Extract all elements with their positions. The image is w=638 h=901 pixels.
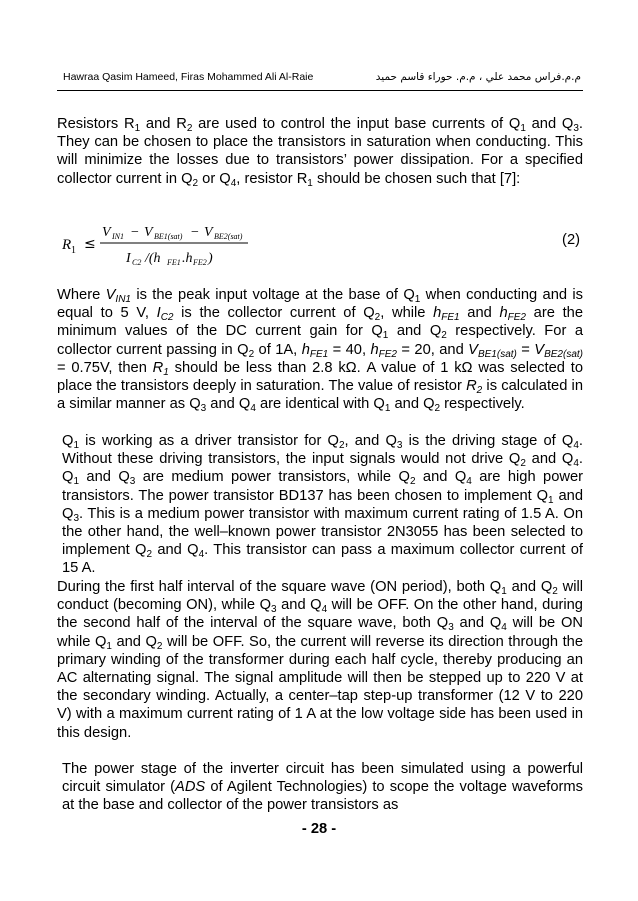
paragraph-1: Resistors $R_1$ and $R_2$ are used to control the input base currents of $Q_1$ and $Q_3$. They can be chosen to place the transistors in saturation when conducting. This will minimize the losses due to transistors’ power dissipation. For a specified collector current in $Q_2$ or $Q_4$, resistor $R_1$ should be chosen such that [7]: [57,116,583,189]
paragraph-5: The power stage of the inverter circuit has been simulated using a powerful circuit simulator (ADS of Agilent Technologies) to scope the voltage waveforms at the base and collector of the power transistors as [62,761,583,814]
page-number: - 28 - [301,821,337,837]
eq-lhs: R [62,237,72,253]
eq-den-h2-sub: FE2 [193,258,207,267]
eq-den-dot: .h [182,251,193,266]
eq-lhs-sub: 1 [71,245,76,256]
equation-formula [62,218,588,270]
paragraph-4: During the first half interval of the square wave (ON period), both $Q_1$ and $Q_2$ will conduct (becoming ON), while $Q_3$ and $Q_4$ will be OFF. On the other hand, during the second half of the interval of the square wave, both $Q_3$ and $Q_4$ will be ON while $Q_1$ and $Q_2$ will be OFF. So, the current will reverse its direction through the primary winding of the transformer during each half cycle, thereby producing an AC alternating signal. The signal amplitude will then be stepped up to 220 V at the secondary winding. Actually, a center–tap step-up transformer (12 V to 220 V) with a maximum current rating of 1 A at the low voltage side has been used in this design. [57,579,584,741]
equation-number: (2) [562,232,580,248]
eq-num-v2: V [144,225,153,240]
eq-num-v2-sub: BE1(sat) [154,232,183,241]
eq-den-close: ) [208,251,213,266]
equation-2 [62,218,588,270]
eq-num-v3: V [204,225,213,240]
eq-den-mid: /(h [145,251,161,266]
eq-minus-2: − [191,225,199,240]
eq-relation: ≤ [84,236,96,252]
eq-minus-1: − [131,225,139,240]
eq-den-i: I [126,251,131,266]
header-authors-arabic: م.م.فراس محمد علي ، م.م. حوراء قاسم حميد [375,71,581,83]
eq-num-v1: V [102,225,111,240]
paragraph-2: Where $V_{IN1}$ is the peak input voltage at the base of $Q_1$ when conducting and is equal to 5 V, $I_{C2}$ is the collector current of $Q_2$, while $h_{FE1}$ and $h_{FE2}$ are the minimum values of the DC current gain for $Q_1$ and $Q_2$ respectively. For a collector current passing in $Q_2$ of 1A, $h_{FE1} = 40$, $h_{FE2} = 20$, and $V_{BE1(sat)} = V_{BE2(sat)} = 0.75V$, then $R_1$ should be less than 2.8 kΩ. A value of 1 kΩ was selected to place the transistors deeply in saturation. The value of resistor $R_2$ is calculated in a similar manner as $Q_3$ and $Q_4$ are identical with $Q_1$ and $Q_2$ respectively. [57,287,583,415]
page-header [57,67,581,87]
header-authors-english: Hawraa Qasim Hameed, Firas Mohammed Ali Al-Raie [63,71,314,83]
eq-den-i-sub: C2 [132,258,142,267]
eq-den-h1-sub: FE1 [167,258,181,267]
eq-num-v3-sub: BE2(sat) [214,232,243,241]
eq-num-v1-sub: IN1 [112,232,124,241]
paragraph-3: $Q_1$ is working as a driver transistor for $Q_2$, and $Q_3$ is the driving stage of $Q_4$. Without these driving transistors, the input signals would not drive $Q_2$ and $Q_4$. $Q_1$ and $Q_3$ are medium power transistors, while $Q_2$ and $Q_4$ are high power transistors. The power transistor BD137 has been chosen to implement $Q_1$ and $Q_3$. This is a medium power transistor with maximum current rating of 1.5 A. On the other hand, the well–known power transistor 2N3055 has been selected to implement $Q_2$ and $Q_4$. This transistor can pass a maximum collector current of 15 A. [62,433,584,577]
header-rule [57,90,583,91]
